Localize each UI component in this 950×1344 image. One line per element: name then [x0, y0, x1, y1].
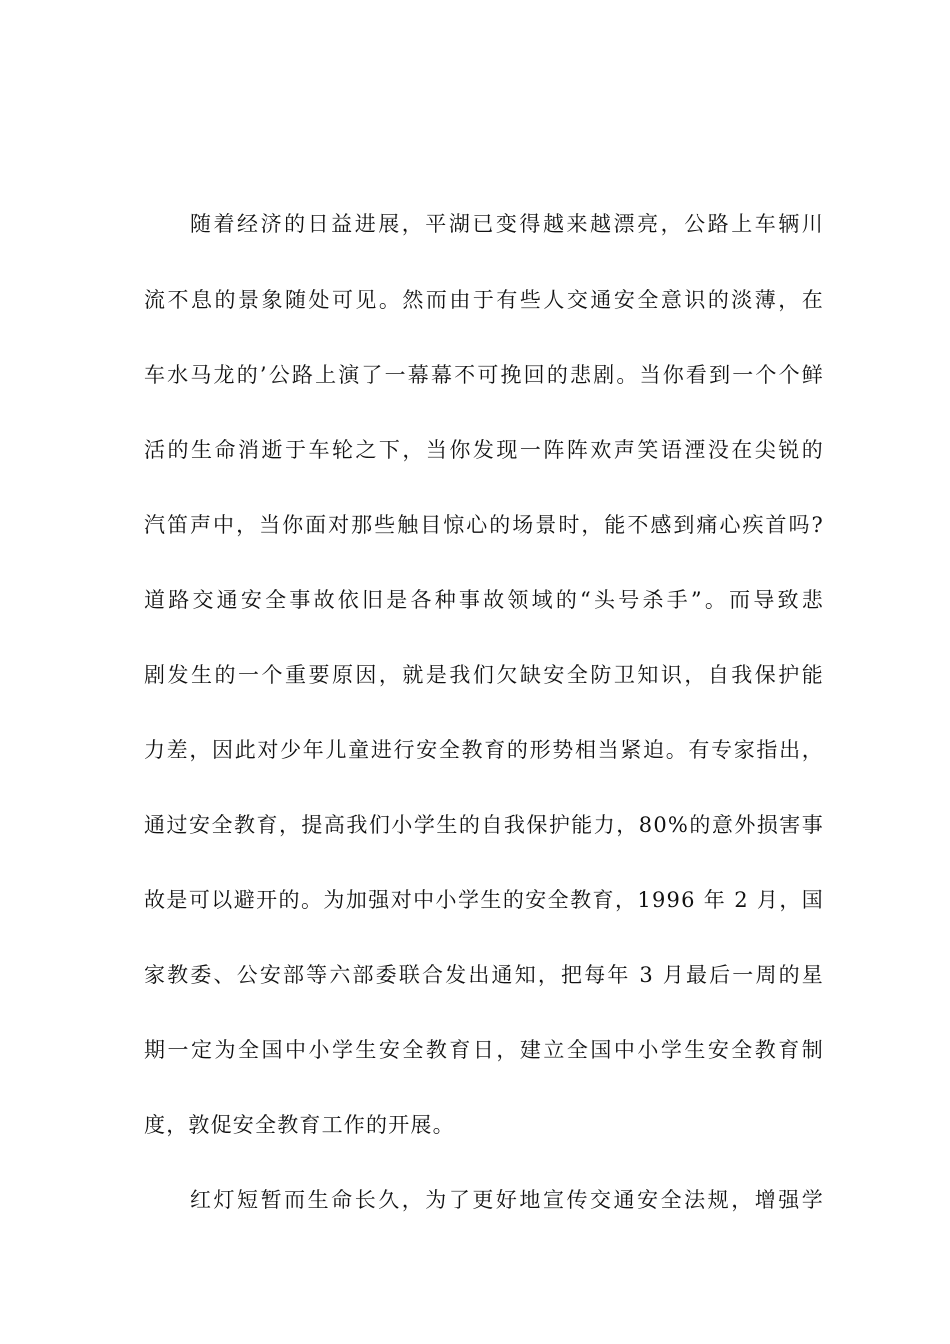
paragraph-line: 剧发生的一个重要原因，就是我们欠缺安全防卫知识，自我保护能 — [144, 663, 824, 687]
paragraph-line: 力差，因此对少年儿童进行安全教育的形势相当紧迫。有专家指出， — [144, 738, 824, 762]
paragraph-line: 道路交通安全事故依旧是各种事故领域的“头号杀手”。而导致悲 — [144, 588, 824, 612]
paragraph-line: 家教委、公安部等六部委联合发出通知，把每年 3 月最后一周的星 — [144, 963, 824, 987]
paragraph-line: 红灯短暂而生命长久，为了更好地宣传交通安全法规，增强学 — [190, 1188, 824, 1212]
paragraph-line: 汽笛声中，当你面对那些触目惊心的场景时，能不感到痛心疾首吗? — [144, 513, 824, 537]
paragraph-line: 期一定为全国中小学生安全教育日，建立全国中小学生安全教育制 — [144, 1038, 824, 1062]
paragraph-line: 随着经济的日益进展，平湖已变得越来越漂亮，公路上车辆川 — [190, 212, 824, 236]
paragraph-line: 故是可以避开的。为加强对中小学生的安全教育，1996 年 2 月，国 — [144, 888, 824, 912]
paragraph-line: 车水马龙的’公路上演了一幕幕不可挽回的悲剧。当你看到一个个鲜 — [144, 363, 824, 387]
paragraph-line: 通过安全教育，提高我们小学生的自我保护能力，80%的意外损害事 — [144, 813, 824, 837]
paragraph-line: 度，敦促安全教育工作的开展。 — [144, 1113, 455, 1137]
paragraph-line: 活的生命消逝于车轮之下，当你发现一阵阵欢声笑语湮没在尖锐的 — [144, 438, 824, 462]
paragraph-line: 流不息的景象随处可见。然而由于有些人交通安全意识的淡薄，在 — [144, 288, 824, 312]
